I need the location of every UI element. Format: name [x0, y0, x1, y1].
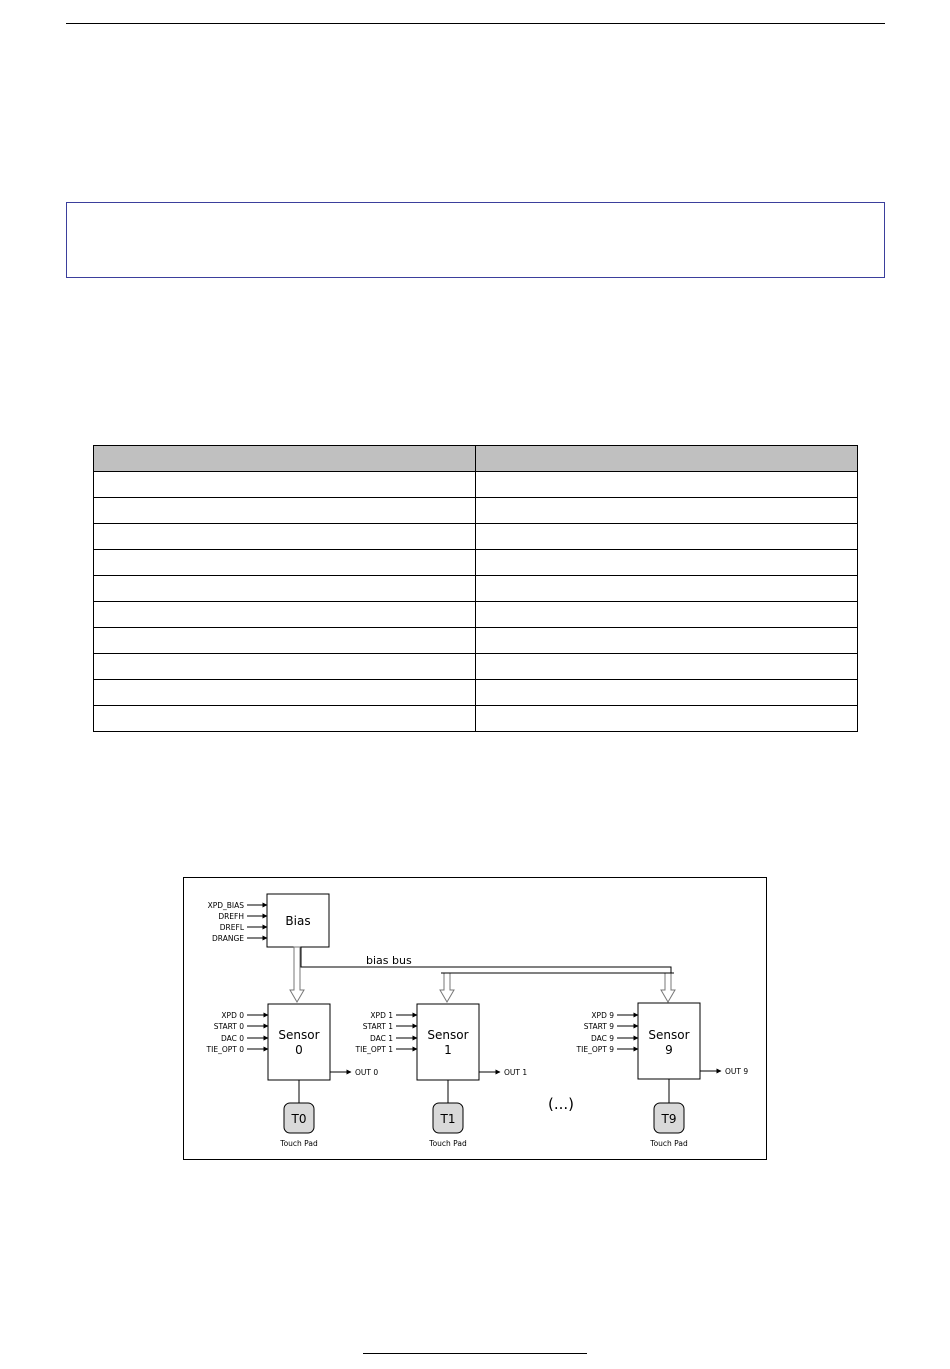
sensor-number: 0 [295, 1043, 303, 1057]
diagram-canvas [183, 877, 767, 1160]
pad-label: T9 [661, 1112, 677, 1126]
pad-label: T1 [440, 1112, 456, 1126]
table-cell [94, 524, 476, 550]
table-cell [94, 472, 476, 498]
table-cell [476, 576, 858, 602]
input-label: DREFL [219, 923, 244, 932]
input-label: TIE_OPT 0 [206, 1045, 244, 1054]
sensor-label: Sensor [278, 1028, 320, 1042]
input-label: START 0 [213, 1022, 244, 1031]
input-label: DRANGE [212, 934, 244, 943]
input-label: XPD 1 [370, 1011, 393, 1020]
input-label: DREFH [218, 912, 244, 921]
input-label: XPD 0 [221, 1011, 244, 1020]
pad-caption: Touch Pad [429, 1139, 467, 1148]
table-cell [94, 654, 476, 680]
input-label: DAC 1 [369, 1034, 393, 1043]
input-label: TIE_OPT 1 [355, 1045, 393, 1054]
table-header-cell [94, 446, 476, 472]
input-label: START 1 [362, 1022, 393, 1031]
table-cell [476, 498, 858, 524]
sensor-number: 9 [665, 1043, 673, 1057]
table-row [94, 576, 858, 602]
table-cell [94, 680, 476, 706]
table-cell [476, 706, 858, 732]
table-cell [94, 550, 476, 576]
table-cell [476, 654, 858, 680]
note-box [66, 202, 885, 278]
sensor-block [268, 1004, 330, 1080]
table-cell [94, 602, 476, 628]
input-label: XPD_BIAS [207, 901, 244, 910]
header-rule [66, 23, 885, 24]
output-label: OUT 1 [504, 1068, 528, 1077]
sensor-block [417, 1004, 479, 1080]
sensor-label: Sensor [427, 1028, 469, 1042]
table-cell [476, 472, 858, 498]
table-cell [476, 628, 858, 654]
table-cell [94, 628, 476, 654]
table-cell [94, 576, 476, 602]
table-row [94, 550, 858, 576]
table-row [94, 654, 858, 680]
bias-label: Bias [285, 914, 311, 928]
bias-bus-label: bias bus [366, 954, 412, 967]
sensor-label: Sensor [648, 1028, 690, 1042]
table-cell [476, 524, 858, 550]
table-row [94, 498, 858, 524]
pad-caption: Touch Pad [280, 1139, 318, 1148]
output-label: OUT 0 [355, 1068, 379, 1077]
table-row [94, 706, 858, 732]
table-cell [476, 680, 858, 706]
touch-sensor-diagram [183, 877, 767, 1160]
sensor-number: 1 [444, 1043, 452, 1057]
input-label: XPD 9 [591, 1011, 614, 1020]
table-cell [476, 550, 858, 576]
table-row [94, 524, 858, 550]
table-header-row [94, 446, 858, 472]
table-cell [94, 498, 476, 524]
table-row [94, 680, 858, 706]
pad-caption: Touch Pad [650, 1139, 688, 1148]
input-label: TIE_OPT 9 [576, 1045, 614, 1054]
output-label: OUT 9 [725, 1067, 749, 1076]
table-cell [94, 706, 476, 732]
table-row [94, 602, 858, 628]
pad-label: T0 [291, 1112, 307, 1126]
input-label: DAC 0 [220, 1034, 244, 1043]
pin-table [93, 445, 858, 732]
table-header-cell [476, 446, 858, 472]
footer-rule [363, 1353, 587, 1354]
table-row [94, 628, 858, 654]
table-cell [476, 602, 858, 628]
input-label: START 9 [583, 1022, 614, 1031]
input-label: DAC 9 [590, 1034, 614, 1043]
table-row [94, 472, 858, 498]
ellipsis: (...) [547, 1095, 575, 1113]
